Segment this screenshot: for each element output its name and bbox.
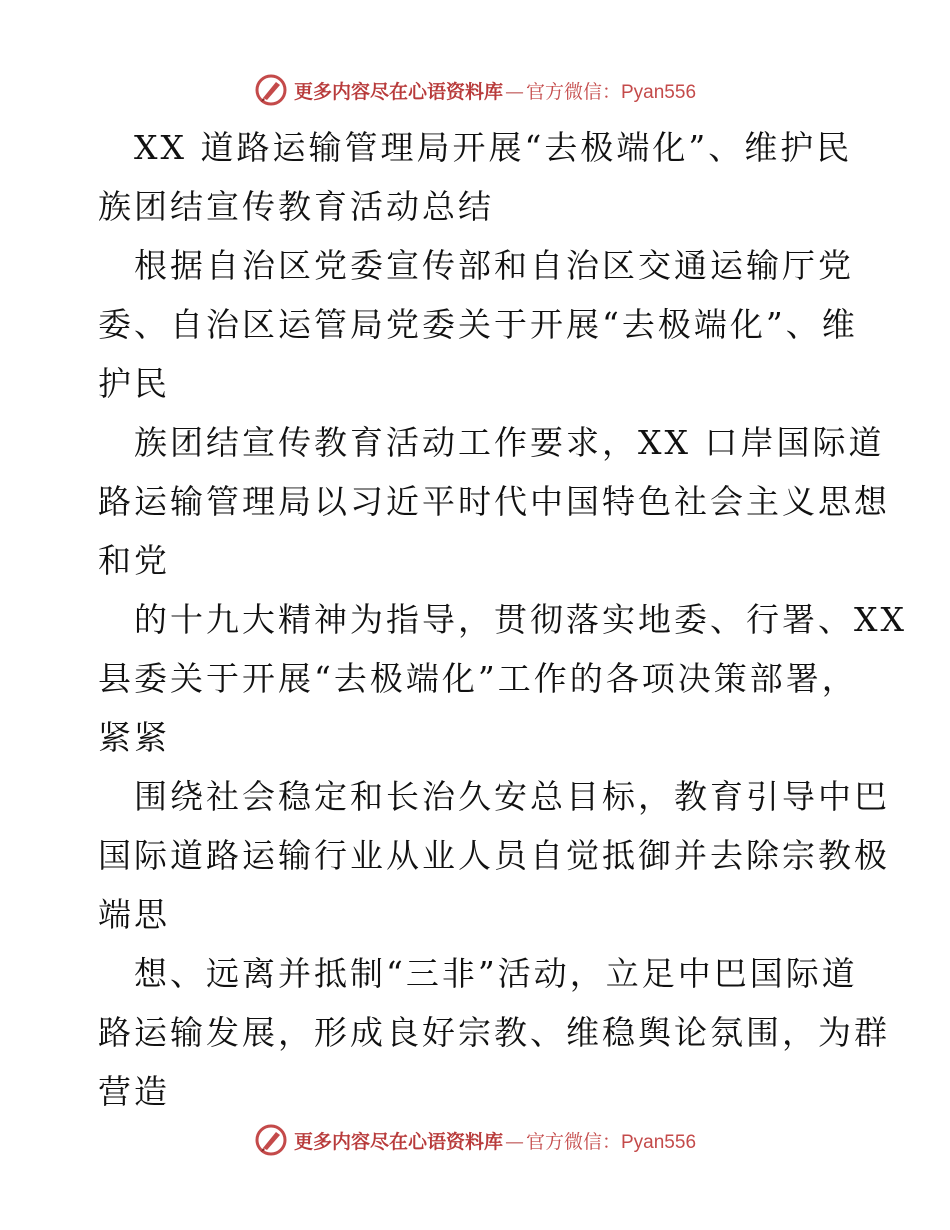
text-line: 围绕社会稳定和长治久安总目标，教育引导中巴 bbox=[134, 777, 890, 816]
text-line: 想、远离并抵制“三非”活动，立足中巴国际道 bbox=[134, 954, 858, 993]
quill-logo-icon bbox=[254, 73, 288, 107]
text-line: 族团结宣传教育活动总结 bbox=[98, 187, 494, 226]
header-watermark bbox=[0, 70, 950, 110]
text-line: 营造 bbox=[98, 1072, 170, 1111]
text-line: 路运输发展，形成良好宗教、维稳舆论氛围，为群 bbox=[98, 1013, 890, 1052]
text-line: 的十九大精神为指导，贯彻落实地委、行署、XX bbox=[134, 600, 907, 639]
watermark-wechat-label: 官方微信： bbox=[525, 1130, 621, 1153]
text-line: 和党 bbox=[98, 541, 170, 580]
watermark-main-text: 更多内容尽在心语资料库 bbox=[293, 80, 503, 103]
watermark-wechat-id: Pyan556 bbox=[621, 1131, 697, 1153]
watermark-text bbox=[294, 1127, 696, 1154]
text-line: 族团结宣传教育活动工作要求，XX 口岸国际道 bbox=[134, 423, 885, 462]
watermark-separator: — bbox=[504, 1130, 524, 1153]
watermark-separator: — bbox=[504, 80, 524, 103]
document-body bbox=[98, 118, 907, 1121]
text-line: 根据自治区党委宣传部和自治区交通运输厅党 bbox=[134, 246, 854, 285]
watermark-text bbox=[294, 77, 696, 104]
text-line: 护民 bbox=[98, 364, 170, 403]
text-line: 县委关于开展“去极端化”工作的各项决策部署， bbox=[98, 659, 858, 698]
text-line: 端思 bbox=[98, 895, 170, 934]
watermark-wechat-label: 官方微信： bbox=[525, 80, 621, 103]
watermark-main-text: 更多内容尽在心语资料库 bbox=[293, 1130, 503, 1153]
watermark-wechat-id: Pyan556 bbox=[621, 81, 697, 103]
text-line: XX 道路运输管理局开展“去极端化”、维护民 bbox=[134, 128, 853, 167]
footer-watermark bbox=[0, 1120, 950, 1160]
text-line: 委、自治区运管局党委关于开展“去极端化”、维 bbox=[98, 305, 858, 344]
text-line: 国际道路运输行业从业人员自觉抵御并去除宗教极 bbox=[98, 836, 890, 875]
text-line: 紧紧 bbox=[98, 718, 170, 757]
text-line: 路运输管理局以习近平时代中国特色社会主义思想 bbox=[98, 482, 890, 521]
quill-logo-icon bbox=[254, 1123, 288, 1157]
